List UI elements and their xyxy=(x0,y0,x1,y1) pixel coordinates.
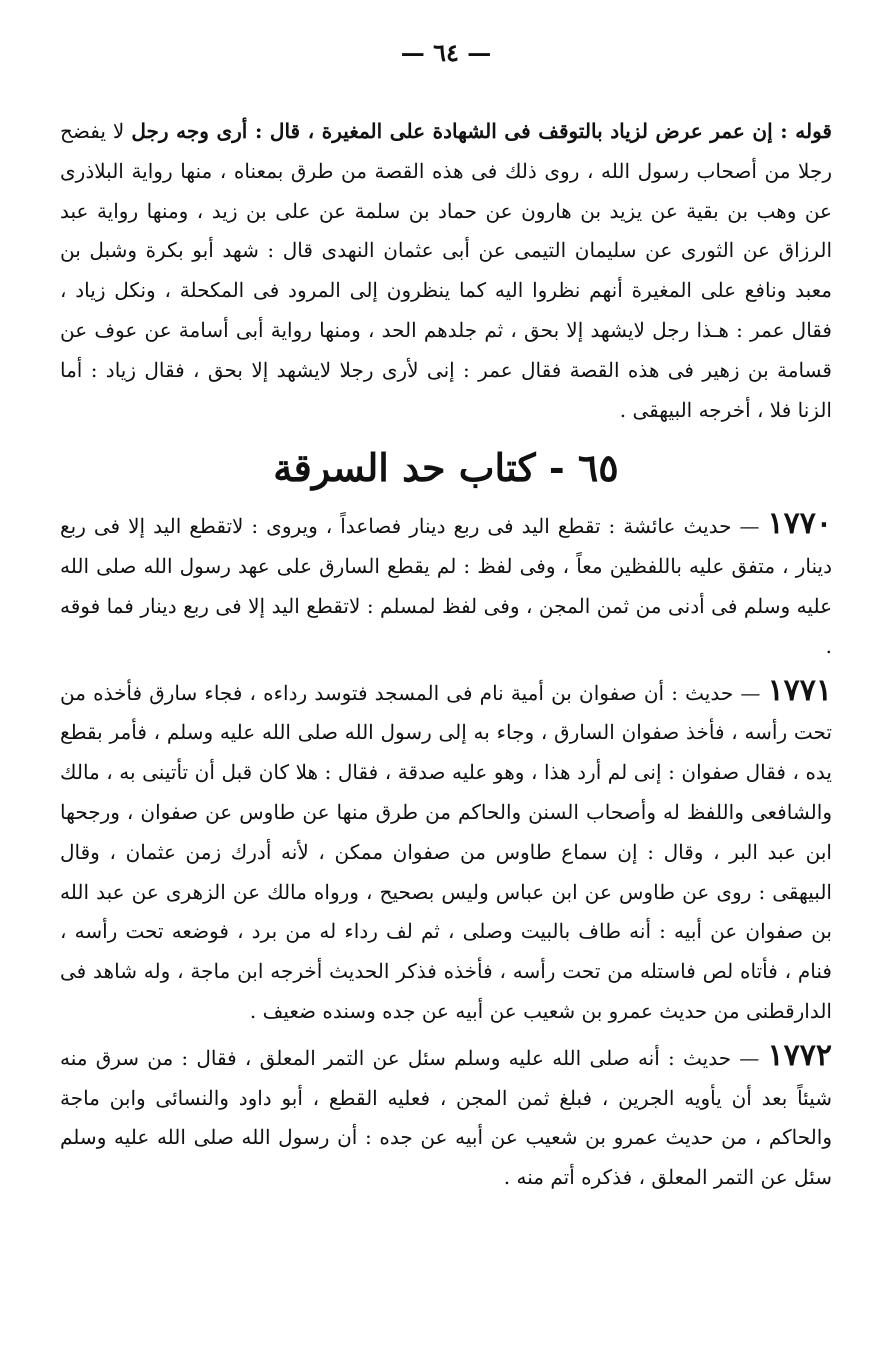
intro-lead: قوله : إن عمر عرض لزياد بالتوقف فى الشهادة على المغيرة ، قال : أرى وجه رجل xyxy=(131,119,832,143)
hadith-number: ١٧٧٢ xyxy=(767,1037,832,1073)
hadith-text: — حديث : أن صفوان بن أمية نام فى المسجد فتوسد رداءه ، فجاء سارق فأخذه من تحت رأسه ، فأخذ صفوان السارق ، وجاء به إلى رسول الله صلى الله عليه وسلم ، فأمر بقطع يده ، فقال صفوان : إنى لم أرد هذا ، وهو عليه صدقة ، فقال : هلا كان قبل أن تأتينى به ، مالك والشافعى واللفظ له وأصحاب السنن والحاكم من طرق منها عن طاوس عن صفوان ، ورجحها ابن عبد البر ، وقال : إن سماع طاوس من صفوان ممكن ، لأنه أدرك زمن عثمان ، وقال البيهقى : روى عن طاوس عن ابن عباس وليس بصحيح ، ورواه مالك عن الزهرى عن عبد الله بن صفوان عن أبيه : أنه طاف بالبيت وصلى ، ثم لف رداء له من برد ، فوضعه تحت رأسه ، فنام ، فأتاه لص فاستله من تحت رأسه ، فأخذه فذكر الحديث أخرجه ابن ماجة ، وله شاهد فى الدارقطنى من حديث عمرو بن شعيب عن أبيه عن جده وسنده ضعيف . xyxy=(60,680,832,1023)
hadith-1771 xyxy=(60,671,832,1032)
hadith-1772 xyxy=(60,1036,832,1198)
hadith-number: ١٧٧١ xyxy=(767,672,833,708)
hadith-number: ١٧٧٠ xyxy=(767,506,832,542)
section-heading: ٦٥ - كتاب حد السرقة xyxy=(273,445,619,491)
intro-paragraph xyxy=(60,112,832,430)
hadith-1770 xyxy=(60,504,832,666)
hadith-text: — حديث عائشة : تقطع اليد فى ربع دينار فصاعداً ، ويروى : لاتقطع اليد إلا فى ربع دينار ، متفق عليه باللفظين معاً ، وفى لفظ : لم يقطع السارق على عهد رسول الله صلى الله عليه وسلم فى أدنى من ثمن المجن ، وفى لفظ لمسلم : لاتقطع اليد إلا فى ربع دينار فما فوقه . xyxy=(60,514,832,658)
intro-text: لا يفضح رجلا من أصحاب رسول الله ، روى ذلك فى هذه القصة من طرق بمعناه ، منها رواية البلاذرى عن وهب بن بقية عن يزيد بن هارون عن حماد بن سلمة عن على بن زيد ، ومنها رواية عبد الرزاق عن الثورى عن سليمان التيمى عن أبى عثمان النهدى قال : شهد أبو بكرة وشبل بن معبد ونافع على المغيرة أنهم نظروا اليه كما ينظرون إلى المرود فى المكحلة ، ونكل زياد ، فقال عمر : هـذا رجل لايشهد إلا بحق ، ثم جلدهم الحد ، ومنها رواية أبى أسامة عن عوف عن قسامة بن زهير فى هذه القصة فقال عمر : إنى لأرى رجلا لايشهد إلا بحق ، فقال زياد : أما الزنا فلا ، أخرجه البيهقى . xyxy=(60,119,832,422)
document-page xyxy=(60,30,832,1198)
page-number: — ٦٤ — xyxy=(400,38,492,67)
hadith-text: — حديث : أنه صلى الله عليه وسلم سئل عن التمر المعلق ، فقال : من سرق منه شيئاً بعد أن يأويه الجرين ، فبلغ ثمن المجن ، فعليه القطع ، أبو داود والنسائى وابن ماجة والحاكم ، من حديث عمرو بن شعيب عن أبيه عن جده : أن رسول الله صلى الله عليه وسلم سئل عن التمر المعلق ، فذكره أتم منه . xyxy=(60,1045,832,1190)
